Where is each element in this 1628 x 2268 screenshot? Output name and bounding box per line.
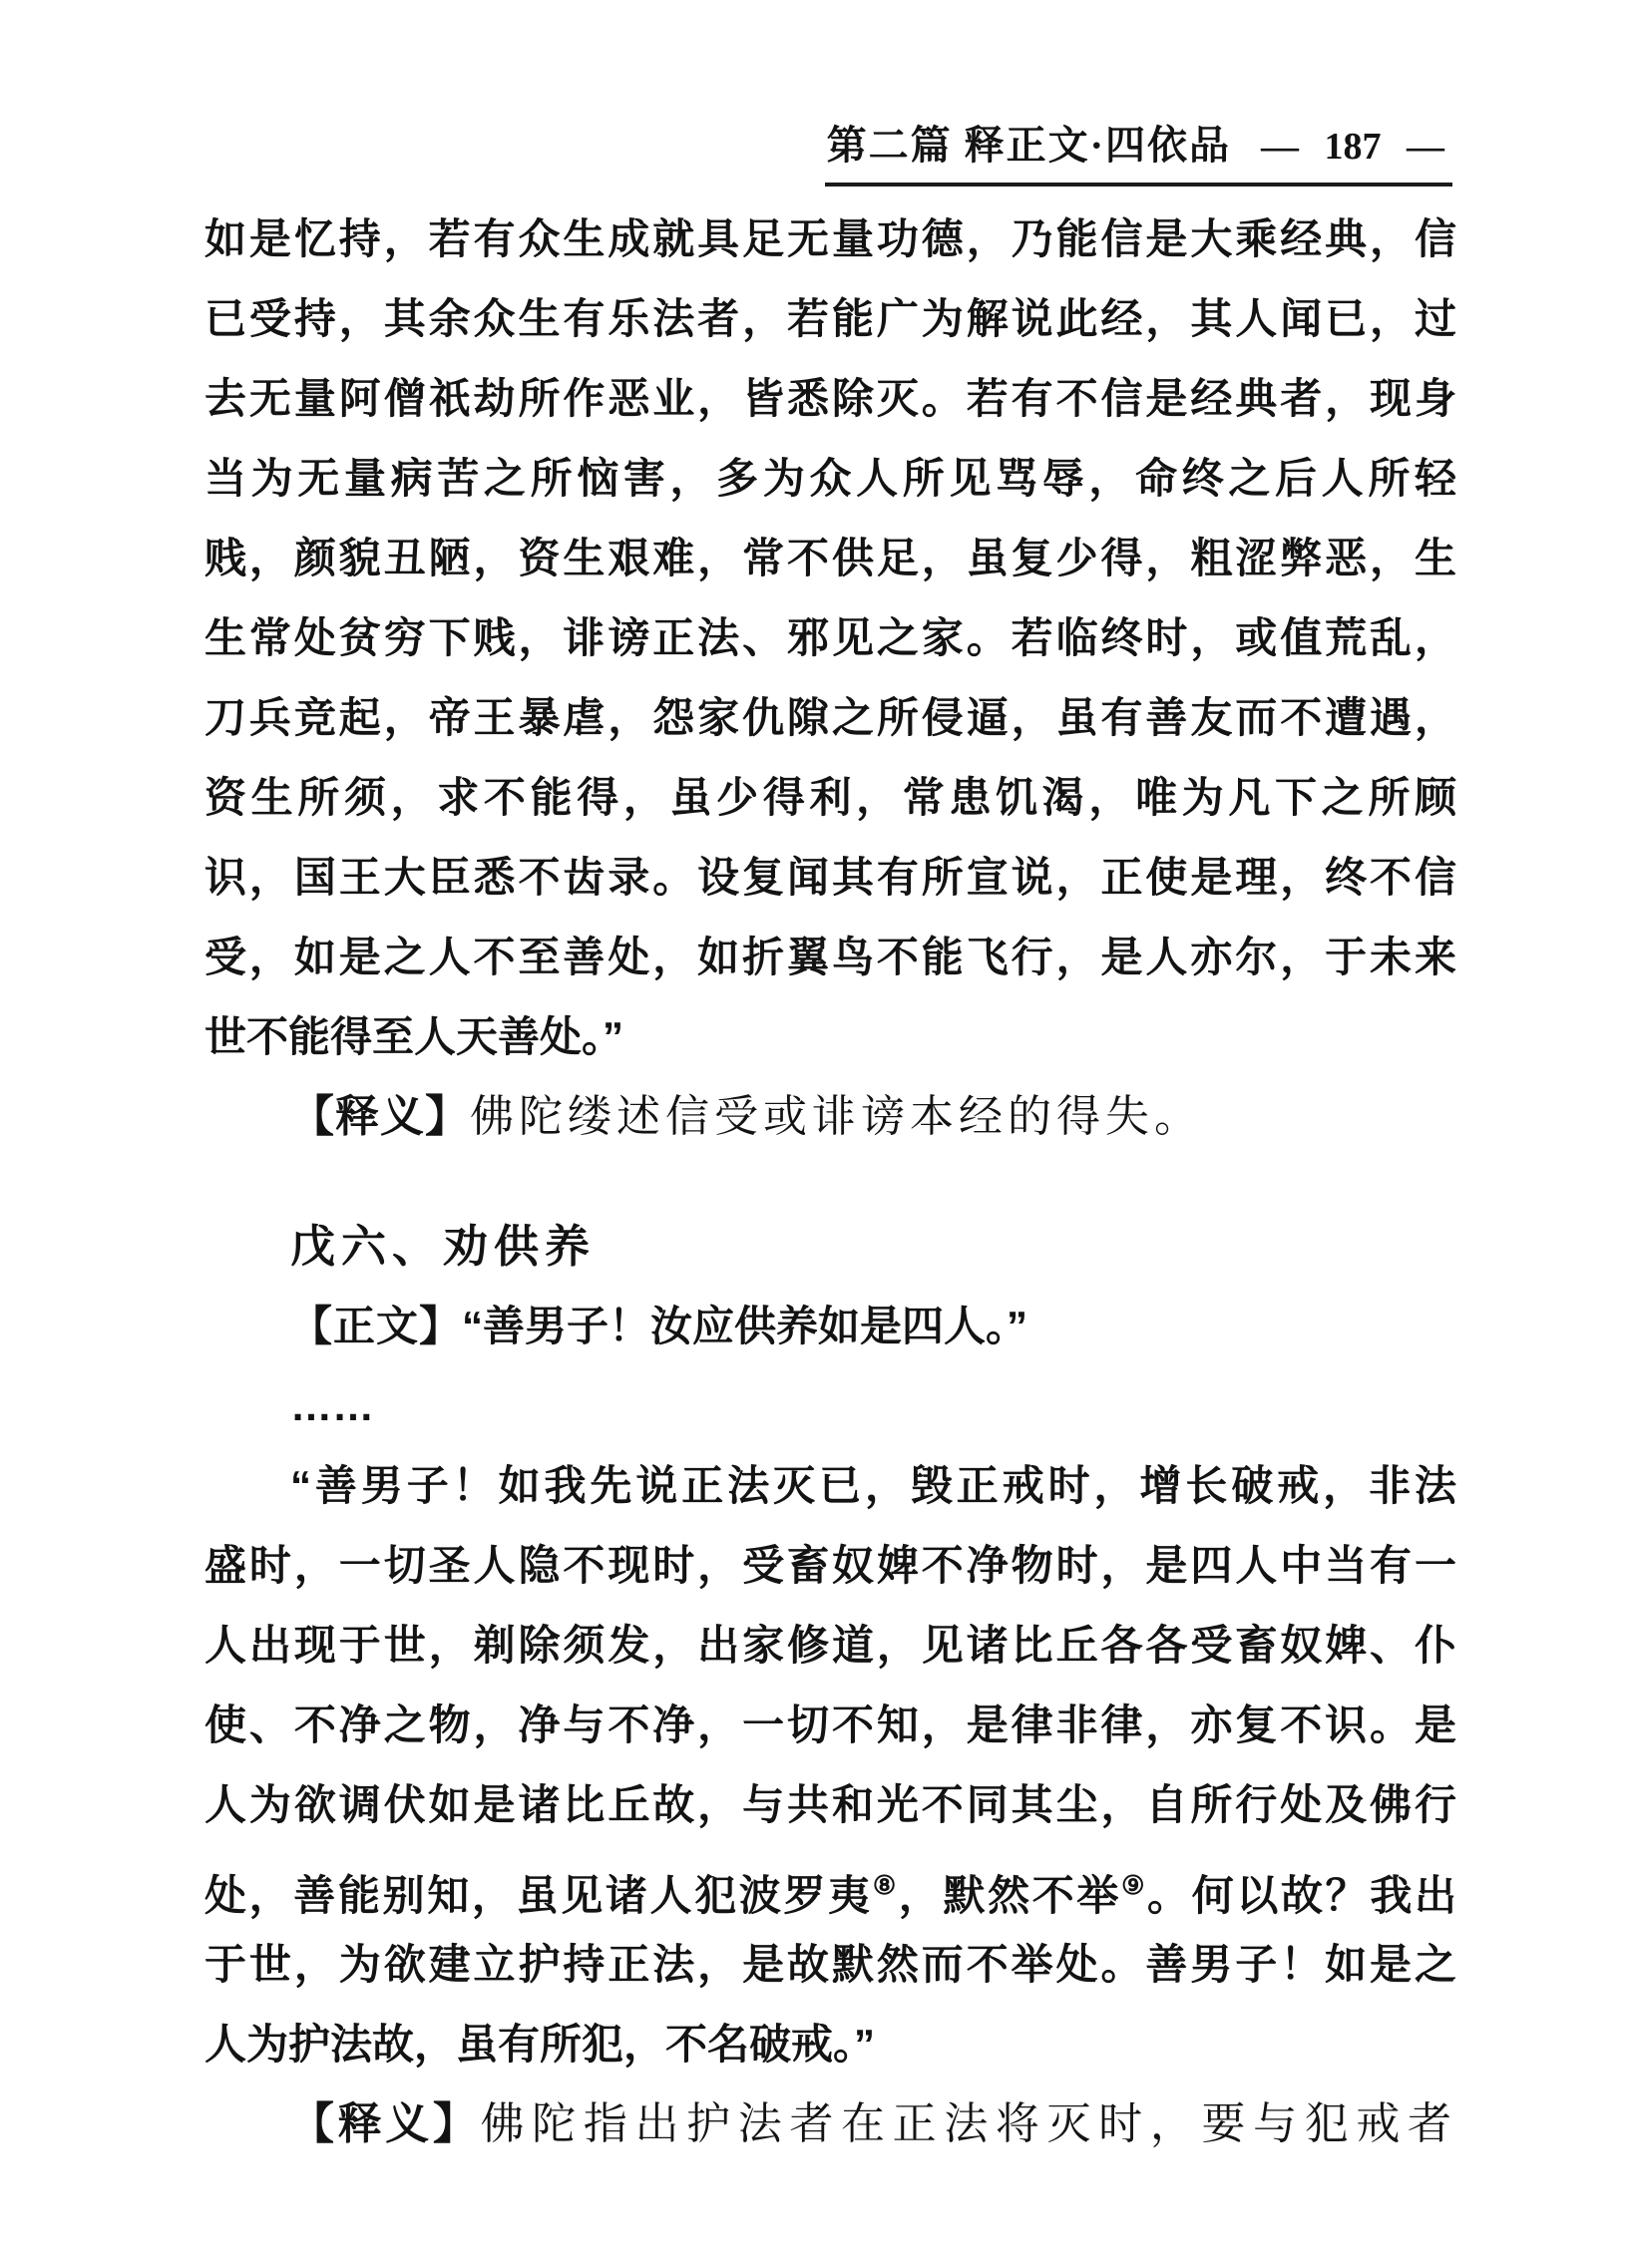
scripture-line: 人出现于世，剃除须发，出家修道，见诸比丘各各受畜奴婢、仆 — [204, 1622, 1456, 1669]
ellipsis-line: …… — [290, 1382, 374, 1429]
running-head — [825, 114, 1452, 187]
scripture-line: 人为欲调伏如是诸比丘故，与共和光不同其尘，自所行处及佛行 — [204, 1781, 1456, 1828]
commentary-line — [204, 2084, 1456, 2164]
footnote-marker: ⑨ — [1121, 1870, 1148, 1900]
scripture-text: 处，善能别知，虽见诸人犯波罗夷 — [204, 1872, 873, 1919]
scripture-line: 受，如是之人不至善处，如折翼鸟不能飞行，是人亦尔，于未来 — [204, 934, 1456, 980]
scripture-text: 。何以故？我出 — [1147, 1872, 1456, 1919]
scripture-line: 刀兵竞起，帝王暴虐，怨家仇隙之所侵逼，虽有善友而不遭遇， — [204, 694, 1456, 741]
commentary-text: 佛陀缕述信受或诽谤本经的得失。 — [470, 1092, 1203, 1141]
scripture-intro-line — [204, 1287, 1456, 1366]
scripture-line: 人为护法故，虽有所犯，不名破戒。” — [204, 2021, 876, 2068]
scripture-line: 资生所须，求不能得，虽少得利，常患饥渴，唯为凡下之所顾 — [204, 774, 1456, 821]
scripture-text: ，默然不举 — [898, 1872, 1122, 1919]
scripture-line: 如是忆持，若有众生成就具足无量功德，乃能信是大乘经典，信 — [204, 215, 1456, 262]
zhengwen-label: 【正文】 — [290, 1305, 463, 1350]
scripture-line: 世不能得至人天善处。” — [204, 1013, 624, 1060]
scripture-line: 于世，为欲建立护持正法，是故默然而不举处。善男子！如是之 — [204, 1941, 1456, 1988]
scripture-line: 去无量阿僧祇劫所作恶业，皆悉除灭。若有不信是经典者，现身 — [204, 375, 1456, 422]
scripture-line: 贱，颜貌丑陋，资生艰难，常不供足，虽复少得，粗涩弊恶，生 — [204, 535, 1456, 581]
scripture-line: “善男子！如我先说正法灭已，毁正戒时，增长破戒，非法 — [290, 1462, 1456, 1509]
footnote-marker: ⑧ — [872, 1870, 899, 1900]
commentary-label: 【释义】 — [290, 1092, 470, 1141]
scripture-line: 生常处贫穷下贱，诽谤正法、邪见之家。若临终时，或值荒乱， — [204, 614, 1456, 661]
commentary-label: 【释义】 — [290, 2099, 481, 2148]
scripture-quote: “善男子！汝应供养如是四人。” — [462, 1303, 1028, 1349]
scripture-line: 识，国王大臣悉不齿录。设复闻其有所宣说，正使是理，终不信 — [204, 854, 1456, 901]
page-number: — 187 — — [1261, 126, 1444, 168]
section-heading: 戊六、劝供养 — [290, 1221, 597, 1272]
scripture-line-with-footnotes — [204, 1845, 1456, 1925]
commentary-line — [204, 1077, 1456, 1157]
commentary-text: 佛陀指出护法者在正法将灭时，要与犯戒者 — [480, 2099, 1456, 2148]
chapter-title: 第二篇 释正文·四依品 — [826, 123, 1231, 168]
scripture-line: 当为无量病苦之所恼害，多为众人所见骂辱，命终之后人所轻 — [204, 455, 1456, 502]
scripture-line: 使、不净之物，净与不净，一切不知，是律非律，亦复不识。是 — [204, 1701, 1456, 1748]
page-body — [204, 199, 1456, 2164]
scripture-line: 盛时，一切圣人隐不现时，受畜奴婢不净物时，是四人中当有一 — [204, 1542, 1456, 1589]
scripture-line: 已受持，其余众生有乐法者，若能广为解说此经，其人闻已，过 — [204, 295, 1456, 342]
